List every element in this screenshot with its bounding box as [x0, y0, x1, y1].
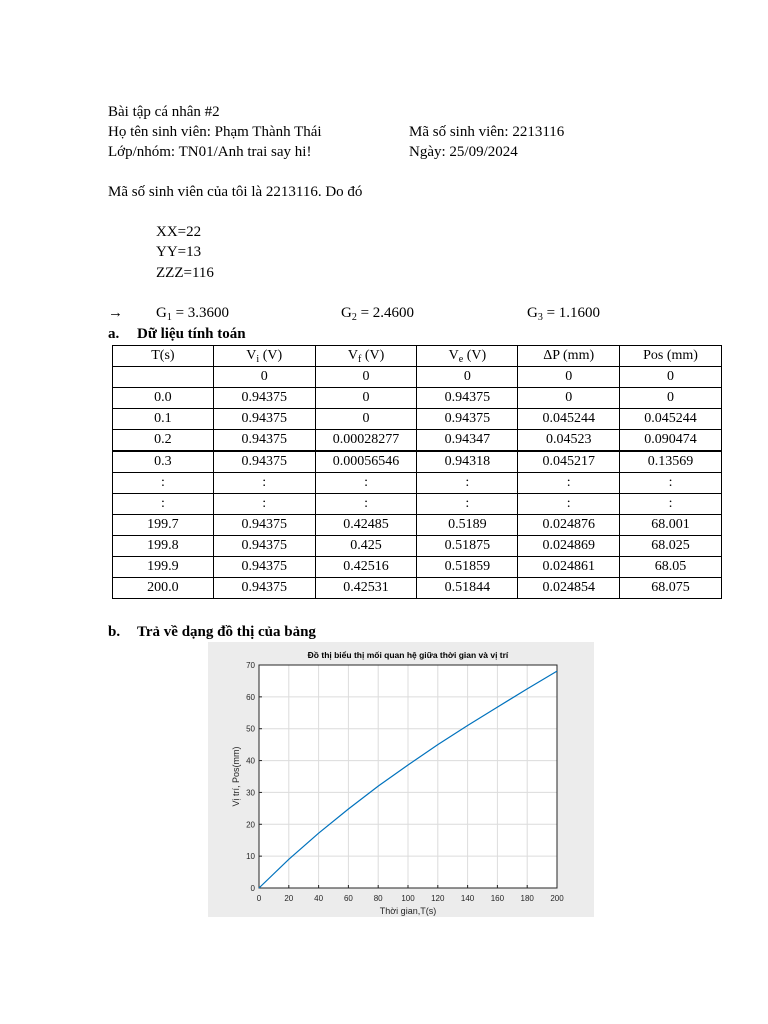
table-cell: 0.42485	[315, 515, 417, 536]
section-b-marker: b.	[108, 624, 121, 640]
table-cell: 0.51844	[417, 578, 518, 599]
x-tick-label: 80	[373, 894, 383, 903]
table-cell: 0.090474	[620, 430, 722, 452]
table-row	[113, 557, 722, 578]
gain-g3: $G_3 = 1.1600$	[527, 305, 601, 323]
table-cell: :	[113, 494, 214, 515]
table-cell: :	[417, 494, 518, 515]
student-id: Mã số sinh viên: 2213116	[409, 124, 565, 140]
y-tick-label: 60	[246, 692, 255, 702]
table-cell: 0.0	[113, 388, 214, 409]
x-tick-label: 100	[401, 894, 415, 903]
table-cell: 0.51859	[417, 557, 518, 578]
table-cell: 0	[213, 367, 315, 388]
x-tick-label: 60	[343, 894, 353, 903]
table-header-cell: Pos (mm)	[620, 346, 722, 367]
table-row	[113, 578, 722, 599]
y-tick-label: 70	[246, 661, 255, 670]
table-cell: :	[315, 473, 417, 494]
table-cell: :	[417, 473, 518, 494]
table-cell: 0	[315, 367, 417, 388]
table-cell: 0.94375	[213, 388, 315, 409]
table-cell: 0.94375	[213, 409, 315, 430]
table-header-cell: $V_i$ (V)	[213, 346, 315, 367]
table-cell: 0.13569	[620, 451, 722, 473]
table-cell: 0.51875	[417, 536, 518, 557]
x-tick-label: 40	[314, 894, 324, 903]
table-row	[113, 367, 722, 388]
table-row	[113, 388, 722, 409]
table-header-cell: $V_e$ (V)	[417, 346, 518, 367]
x-tick-label: 140	[460, 894, 475, 903]
x-tick-label: 160	[490, 894, 505, 903]
table-row	[113, 430, 722, 452]
table-row	[113, 409, 722, 430]
table-row	[113, 451, 722, 473]
table-cell: 0.00028277	[315, 430, 417, 452]
table-cell: 68.001	[620, 515, 722, 536]
table-cell: 0.024861	[518, 557, 620, 578]
table-cell: :	[518, 473, 620, 494]
table-cell: 0.024876	[518, 515, 620, 536]
chart-svg	[208, 642, 594, 917]
table-cell: 0.94375	[213, 557, 315, 578]
table-cell: :	[620, 494, 722, 515]
table-cell: 199.8	[113, 536, 214, 557]
table-cell: 0	[417, 367, 518, 388]
y-tick-label: 50	[246, 724, 255, 734]
position-time-chart	[208, 642, 594, 917]
table-cell	[113, 367, 214, 388]
table-cell: :	[213, 473, 315, 494]
table-row	[113, 536, 722, 557]
table-row	[113, 515, 722, 536]
x-axis-label: Thời gian,T(s)	[379, 906, 437, 916]
table-cell: 0	[518, 367, 620, 388]
table-cell: 0.94375	[213, 451, 315, 473]
chart-title: Đồ thị biểu thị mối quan hệ giữa thời gian và vị trí	[307, 650, 509, 660]
table-cell: 0.1	[113, 409, 214, 430]
table-cell: 0.045217	[518, 451, 620, 473]
y-tick-label: 40	[246, 756, 255, 766]
table-row	[113, 494, 722, 515]
table-cell: 0.94318	[417, 451, 518, 473]
table-cell: 0.94375	[213, 515, 315, 536]
table-cell: 0.94375	[213, 430, 315, 452]
table-cell: 0.94347	[417, 430, 518, 452]
section-a-title: Dữ liệu tính toán	[137, 326, 246, 342]
table-cell: 0.94375	[213, 578, 315, 599]
table-cell: :	[518, 494, 620, 515]
table-cell: 0.5189	[417, 515, 518, 536]
table-cell: 0	[620, 367, 722, 388]
table-cell: 199.7	[113, 515, 214, 536]
date: Ngày: 25/09/2024	[409, 144, 518, 160]
data-table	[112, 345, 722, 599]
y-tick-label: 20	[246, 820, 255, 830]
table-cell: 68.075	[620, 578, 722, 599]
student-name: Họ tên sinh viên: Phạm Thành Thái	[108, 124, 322, 140]
table-cell: 68.05	[620, 557, 722, 578]
section-b-title: Trả về dạng đồ thị của bảng	[137, 624, 316, 640]
table-cell: 68.025	[620, 536, 722, 557]
table-cell: 0.024869	[518, 536, 620, 557]
y-tick-label: 30	[246, 788, 255, 798]
y-axis-label: Vị trí, Pos(mm)	[231, 746, 241, 807]
class-group: Lớp/nhóm: TN01/Anh trai say hi!	[108, 144, 312, 160]
y-tick-label: 10	[246, 852, 255, 862]
table-row	[113, 473, 722, 494]
table-cell: 0.94375	[417, 388, 518, 409]
table-cell: :	[620, 473, 722, 494]
table-header-cell: T(s)	[113, 346, 214, 367]
y-tick-label: 0	[250, 884, 255, 893]
table-cell: 0.045244	[620, 409, 722, 430]
table-header-cell: ΔP (mm)	[518, 346, 620, 367]
x-tick-label: 20	[284, 894, 294, 903]
x-tick-label: 0	[256, 894, 262, 903]
gain-g1: $G_1 = 3.3600$	[156, 305, 230, 323]
assignment-title: Bài tập cá nhân #2	[108, 104, 220, 120]
x-tick-label: 120	[431, 894, 445, 903]
table-cell: 0.42531	[315, 578, 417, 599]
table-cell: 200.0	[113, 578, 214, 599]
table-header-row	[113, 346, 722, 367]
x-tick-label: 180	[520, 894, 534, 903]
table-cell: :	[113, 473, 214, 494]
table-cell: 0.00056546	[315, 451, 417, 473]
x-tick-label: 200	[550, 894, 564, 903]
table-cell: 0.94375	[213, 536, 315, 557]
table-cell: 0	[620, 388, 722, 409]
intro-text: Mã số sinh viên của tôi là 2213116. Do đó	[108, 184, 363, 200]
table-header-cell: $V_f$ (V)	[315, 346, 417, 367]
param-zzz: ZZZ=116	[156, 265, 214, 281]
param-yy: YY=13	[156, 244, 202, 260]
arrow-icon: →	[108, 305, 123, 321]
table-cell: :	[315, 494, 417, 515]
table-cell: 0	[315, 388, 417, 409]
table-cell: 0.94375	[417, 409, 518, 430]
table-cell: 0.42516	[315, 557, 417, 578]
gain-g2: $G_2 = 2.4600$	[341, 305, 415, 323]
table-cell: 0.024854	[518, 578, 620, 599]
table-cell: 0.04523	[518, 430, 620, 452]
table-cell: 0.425	[315, 536, 417, 557]
table-cell: 199.9	[113, 557, 214, 578]
table-cell: :	[213, 494, 315, 515]
table-cell: 0.045244	[518, 409, 620, 430]
table-cell: 0.2	[113, 430, 214, 452]
table-cell: 0.3	[113, 451, 214, 473]
table-cell: 0	[315, 409, 417, 430]
table-cell: 0	[518, 388, 620, 409]
section-a-marker: a.	[108, 326, 120, 342]
param-xx: XX=22	[156, 224, 202, 240]
